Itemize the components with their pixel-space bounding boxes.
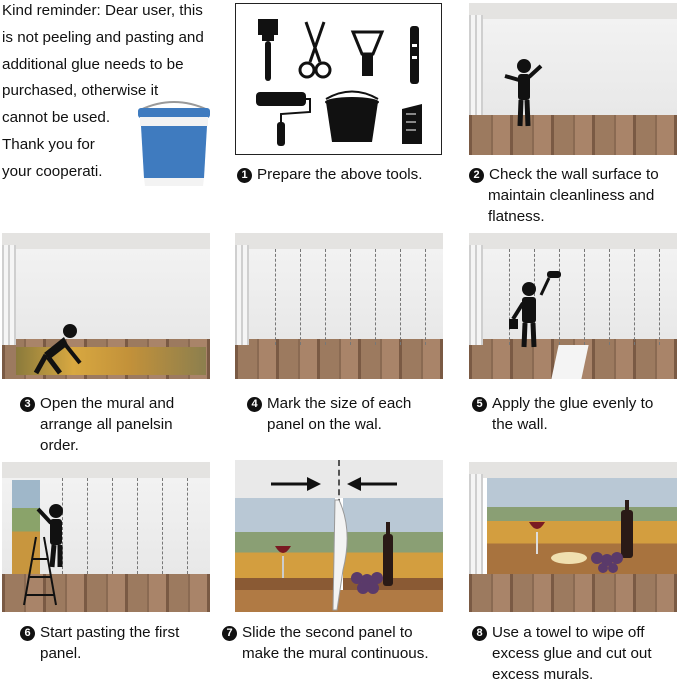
- step-text: Check the wall surface to: [489, 166, 659, 183]
- step-text: the wall.: [492, 416, 548, 433]
- step-text: excess murals.: [492, 666, 594, 683]
- step-text: make the mural continuous.: [242, 645, 429, 662]
- step-text: Start pasting the first: [40, 624, 180, 641]
- reminder-line: purchased, otherwise it: [2, 82, 159, 100]
- step-4-image: [235, 233, 443, 379]
- finished-still-life: [469, 462, 677, 612]
- step-number-badge: 3: [20, 397, 35, 412]
- scissors-icon: [300, 22, 330, 77]
- paintbrush-icon: [258, 19, 278, 81]
- reminder-line: cannot be used.: [2, 109, 111, 127]
- reminder-line: Kind reminder: Dear user, this: [2, 2, 203, 19]
- paint-roller-icon: [256, 92, 310, 146]
- step-text: excess glue and cut out: [492, 645, 652, 662]
- glue-bucket-icon: [134, 100, 214, 188]
- step-8-image: [469, 462, 677, 612]
- step-2-image: [469, 3, 677, 155]
- scraper-icon: [353, 32, 382, 76]
- step-caption-1: [237, 164, 452, 185]
- wine-still-life: [235, 460, 443, 612]
- step-caption-4: [247, 393, 462, 435]
- step-caption-6: [20, 622, 230, 664]
- step-caption-3: [20, 393, 220, 456]
- person-kneeling-icon: [30, 323, 90, 378]
- ladder-person-icon: [22, 497, 72, 607]
- step-text: panel on the wal.: [267, 416, 382, 433]
- smoothing-brush-icon: [402, 104, 422, 144]
- step-text: panel.: [40, 645, 82, 662]
- step-number-badge: 5: [472, 397, 487, 412]
- step-text: Use a towel to wipe off: [492, 624, 645, 641]
- step-number-badge: 1: [237, 168, 252, 183]
- step-number-badge: 4: [247, 397, 262, 412]
- reminder-line: Thank you for: [2, 135, 95, 153]
- step-number-badge: 8: [472, 626, 487, 641]
- step-caption-7: [222, 622, 467, 664]
- tools-panel: [235, 3, 442, 155]
- step-text: arrange all panelsin: [40, 416, 173, 433]
- step-text: flatness.: [488, 208, 545, 225]
- reminder-line: is not peeling and pasting and: [2, 28, 204, 46]
- step-text: Prepare the above tools.: [257, 166, 423, 183]
- step-7-image: [235, 460, 443, 612]
- step-text: Slide the second panel to: [242, 624, 413, 641]
- step-3-image: [2, 233, 210, 379]
- step-5-image: [469, 233, 677, 379]
- step-6-image: [2, 462, 210, 612]
- step-caption-5: [472, 393, 679, 435]
- utility-knife-icon: [410, 26, 419, 84]
- step-number-badge: 2: [469, 168, 484, 183]
- step-text: order.: [40, 437, 79, 454]
- step-text: maintain cleanliness and: [488, 187, 655, 204]
- reminder-line: your cooperati.: [2, 162, 103, 180]
- step-text: Apply the glue evenly to: [492, 395, 654, 412]
- step-number-badge: 6: [20, 626, 35, 641]
- step-text: Mark the size of each: [267, 395, 412, 412]
- bucket-icon: [325, 92, 379, 143]
- reminder-line: additional glue needs to be: [2, 55, 184, 73]
- person-applying-glue-icon: [507, 269, 567, 349]
- step-number-badge: 7: [222, 626, 237, 641]
- step-caption-8: [472, 622, 679, 685]
- person-cleaning-icon: [499, 58, 549, 128]
- step-caption-2: [469, 164, 679, 227]
- step-text: Open the mural and: [40, 395, 175, 412]
